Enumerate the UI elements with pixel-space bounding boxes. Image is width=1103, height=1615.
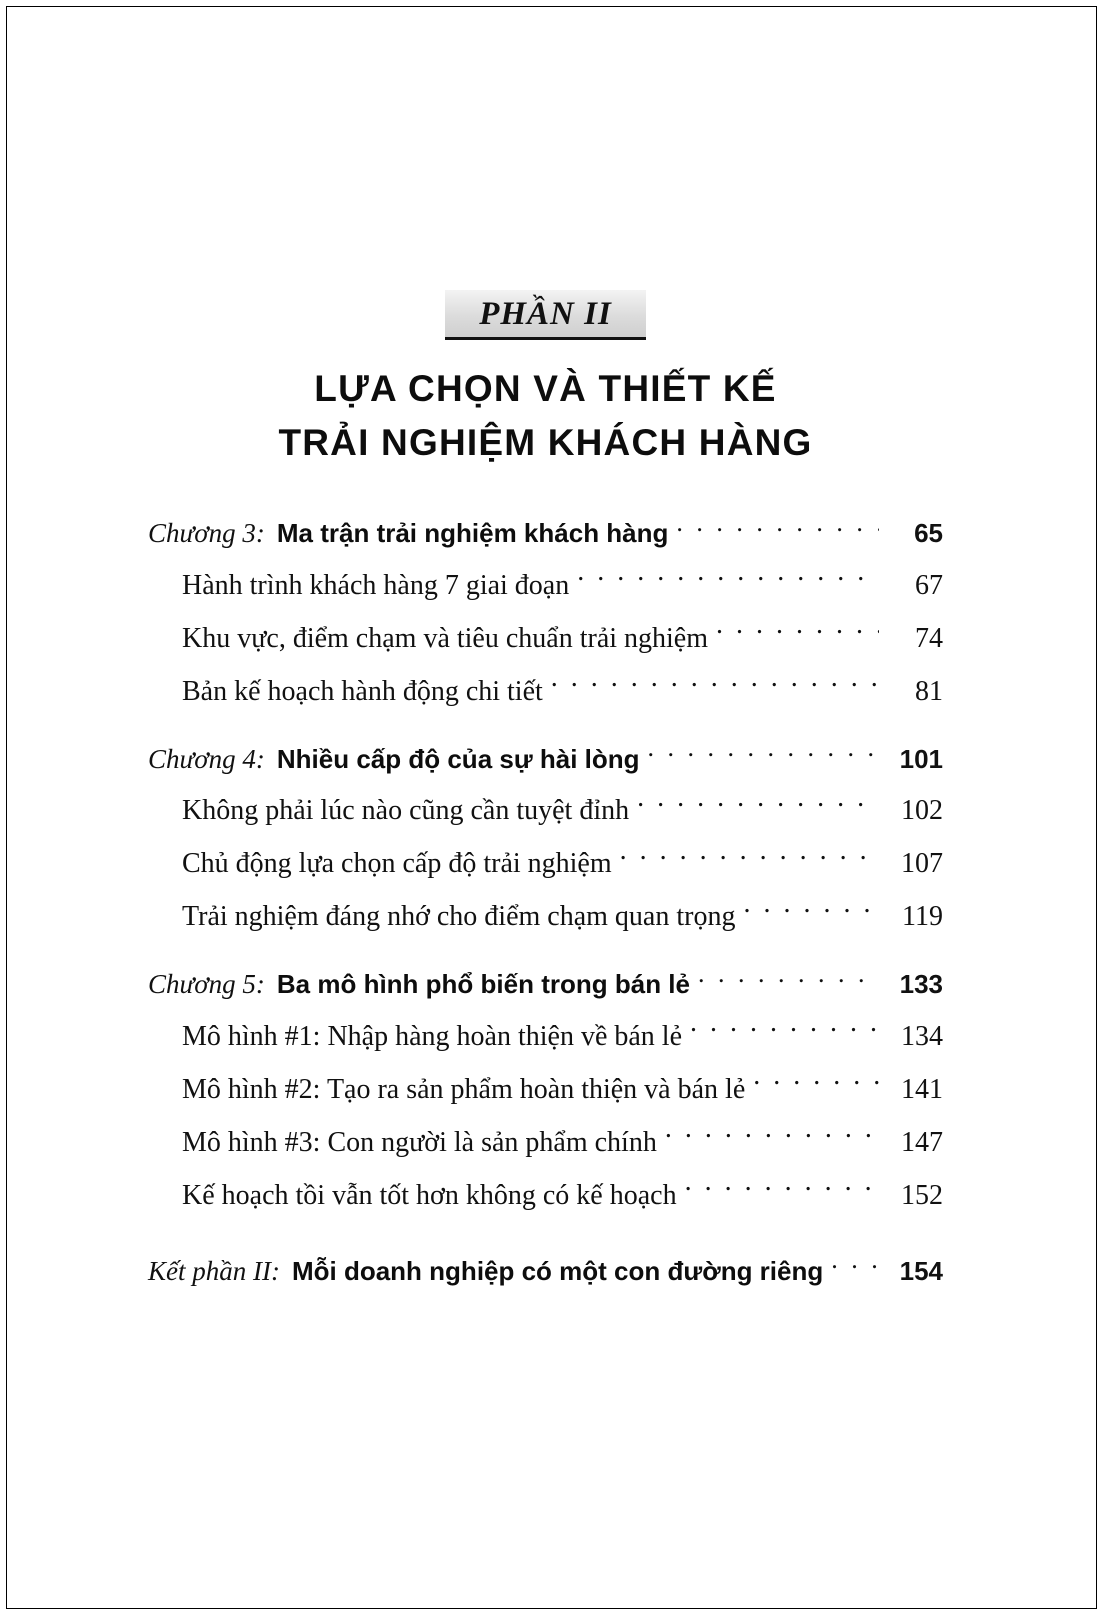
- toc-leader: [716, 620, 879, 647]
- toc-entry-title: Mô hình #1: Nhập hàng hoàn thiện về bán lẻ: [182, 1020, 683, 1052]
- toc-entry-title: Kế hoạch tồi vẫn tốt hơn không có kế hoạch: [182, 1179, 677, 1211]
- toc-entry-row[interactable]: [148, 618, 943, 660]
- toc-chapter-page: 65: [914, 518, 943, 549]
- toc-leader: [685, 1177, 879, 1204]
- toc-chapter-row[interactable]: [148, 964, 943, 1005]
- toc-entry-page: 81: [915, 675, 943, 707]
- toc-entry-row[interactable]: [148, 565, 943, 607]
- toc-entry-page: 147: [901, 1126, 943, 1158]
- toc-entry-title: Không phải lúc nào cũng cần tuyệt đỉnh: [182, 795, 630, 827]
- toc-chapter-block: [148, 513, 943, 713]
- toc-entry-title: Chủ động lựa chọn cấp độ trải nghiệm: [182, 848, 612, 880]
- toc-entry-page: 102: [901, 795, 943, 827]
- toc-entry-row[interactable]: [148, 896, 943, 938]
- toc-leader: [831, 1253, 879, 1280]
- toc-entry-row[interactable]: [148, 843, 943, 885]
- toc-entry-row[interactable]: [148, 790, 943, 832]
- toc-leader: [743, 898, 879, 925]
- part-title-line-1: LỰA CHỌN VÀ THIẾT KẾ: [314, 368, 777, 409]
- toc-chapter-title: Ma trận trải nghiệm khách hàng: [276, 518, 669, 549]
- toc-chapter-title: Nhiều cấp độ của sự hài lòng: [276, 743, 640, 774]
- toc-entry-row[interactable]: [148, 671, 943, 713]
- toc-entry-row[interactable]: [148, 1122, 943, 1164]
- toc-chapter-block: [148, 739, 943, 939]
- toc-leader: [551, 673, 879, 700]
- toc-entry-row[interactable]: [148, 1069, 943, 1111]
- toc-entry-page: 119: [902, 901, 943, 933]
- toc-entry-row[interactable]: [148, 1016, 943, 1058]
- toc-leader: [698, 966, 879, 993]
- toc-leader: [753, 1071, 879, 1098]
- toc-closing-title: Mỗi doanh nghiệp có một con đường riêng: [291, 1255, 824, 1286]
- part-title-line-2: TRẢI NGHIỆM KHÁCH HÀNG: [278, 421, 813, 463]
- toc-closing-row[interactable]: [148, 1251, 943, 1292]
- toc-entry-page: 107: [901, 848, 943, 880]
- toc-entry-page: 152: [901, 1179, 943, 1211]
- toc-entry-title: Khu vực, điểm chạm và tiêu chuẩn trải nghiệm: [182, 622, 709, 654]
- toc-entry-page: 134: [901, 1020, 943, 1052]
- toc-chapter-block: [148, 964, 943, 1217]
- toc-entry-page: 141: [901, 1073, 943, 1105]
- toc-entry-title: Trải nghiệm đáng nhớ cho điểm chạm quan trọng: [182, 901, 736, 933]
- toc-entry-title: Hành trình khách hàng 7 giai đoạn: [182, 569, 570, 601]
- toc-entry-row[interactable]: [148, 1175, 943, 1217]
- table-of-contents: [148, 513, 943, 1291]
- toc-leader: [648, 741, 879, 768]
- toc-closing-page: 154: [899, 1255, 943, 1286]
- toc-chapter-row[interactable]: [148, 739, 943, 780]
- toc-chapter-label: Chương 5:: [148, 969, 265, 1000]
- toc-chapter-page: 133: [899, 969, 943, 1000]
- part-heading: [148, 290, 943, 469]
- toc-entry-title: Bản kế hoạch hành động chi tiết: [182, 675, 543, 707]
- part-title: [148, 362, 943, 469]
- toc-leader: [620, 845, 879, 872]
- toc-leader: [676, 515, 879, 542]
- toc-chapter-row[interactable]: [148, 513, 943, 554]
- toc-leader: [577, 567, 879, 594]
- toc-leader: [665, 1124, 879, 1151]
- toc-leader: [690, 1018, 879, 1045]
- toc-chapter-page: 101: [899, 743, 943, 774]
- toc-chapter-label: Chương 4:: [148, 743, 265, 774]
- toc-closing-label: Kết phần II:: [148, 1255, 280, 1286]
- toc-entry-page: 74: [915, 622, 943, 654]
- toc-entry-title: Mô hình #3: Con người là sản phẩm chính: [182, 1126, 657, 1158]
- toc-chapter-label: Chương 3:: [148, 518, 265, 549]
- toc-leader: [637, 792, 879, 819]
- part-tag: PHẦN II: [445, 290, 646, 340]
- toc-chapter-title: Ba mô hình phổ biến trong bán lẻ: [276, 969, 690, 1000]
- toc-entry-title: Mô hình #2: Tạo ra sản phẩm hoàn thiện và bán lẻ: [182, 1073, 746, 1105]
- toc-entry-page: 67: [915, 569, 943, 601]
